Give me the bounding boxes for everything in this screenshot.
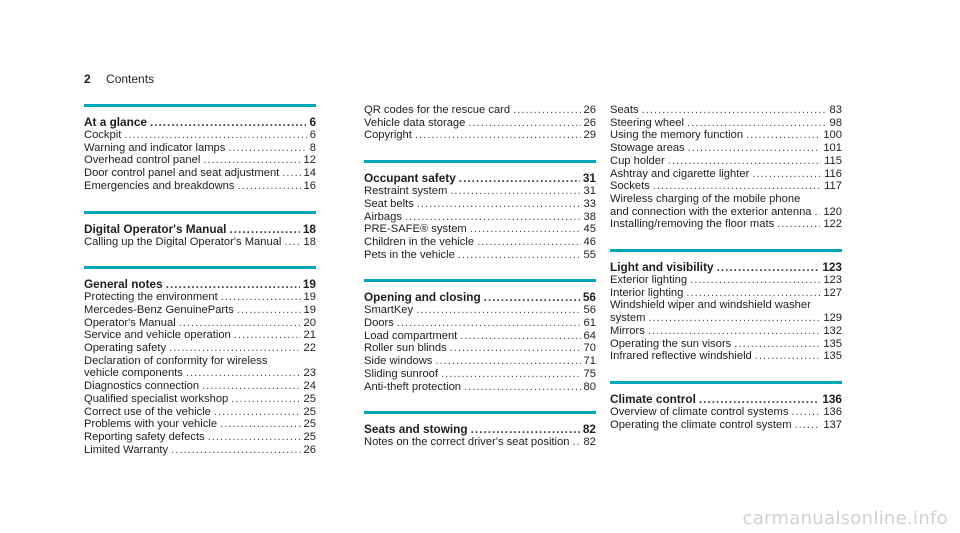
toc-entry-link[interactable] xyxy=(84,367,316,380)
toc-entry-link[interactable] xyxy=(610,312,842,325)
toc-entry-link[interactable] xyxy=(610,338,842,351)
toc-section xyxy=(84,104,316,193)
entry-text: Using the memory function xyxy=(610,129,744,142)
entry-page: 45 xyxy=(583,223,596,236)
toc-section xyxy=(364,160,596,261)
entry-page: 25 xyxy=(303,430,316,443)
toc-entry-link[interactable] xyxy=(610,419,842,432)
section-title-link[interactable] xyxy=(364,423,596,436)
toc-section xyxy=(610,249,842,363)
toc-section xyxy=(610,104,842,231)
entry-page: 135 xyxy=(823,350,842,363)
section-title: At a glance xyxy=(84,115,147,129)
toc-entry-link[interactable] xyxy=(610,325,842,338)
entry-text: Emergencies and breakdowns xyxy=(84,179,235,192)
section-divider xyxy=(364,411,596,414)
entry-text: Steering wheel xyxy=(610,116,685,129)
leader-dots xyxy=(471,423,580,436)
toc-entry-link[interactable] xyxy=(610,406,842,419)
toc-entry-link[interactable] xyxy=(610,155,842,168)
entry-text: PRE-SAFE® system xyxy=(364,223,467,236)
leader-dots xyxy=(171,444,300,457)
section-page: 6 xyxy=(309,115,316,129)
section-title: Occupant safety xyxy=(364,171,456,186)
entry-text: Side windows xyxy=(364,355,433,368)
entry-text: Door control panel and seat adjustment xyxy=(84,167,280,180)
leader-dots xyxy=(208,431,301,444)
entry-page: 70 xyxy=(583,342,596,355)
toc-entry-link[interactable] xyxy=(364,304,596,317)
entry-text: Operating the sun visors xyxy=(610,337,732,350)
entry-page: 98 xyxy=(829,116,842,129)
entry-page: 122 xyxy=(823,218,842,231)
entry-text: Stowage areas xyxy=(610,142,685,155)
toc-column-1 xyxy=(84,104,316,474)
entry-text: Limited Warranty xyxy=(84,443,169,456)
section-page: 31 xyxy=(582,171,596,186)
entry-page: 56 xyxy=(583,304,596,317)
toc-entry-link[interactable] xyxy=(364,317,596,330)
entry-text: Cockpit xyxy=(84,129,122,141)
leader-dots xyxy=(282,167,300,180)
leader-dots xyxy=(214,406,301,419)
leader-dots xyxy=(734,338,820,351)
section-title: Seats and stowing xyxy=(364,422,468,437)
leader-dots xyxy=(572,436,580,449)
entry-page: 132 xyxy=(823,324,842,337)
entry-page: 117 xyxy=(824,180,842,193)
toc-entry-link[interactable] xyxy=(364,211,596,224)
entry-text: Operator's Manual xyxy=(84,316,176,329)
toc-entry-link[interactable] xyxy=(364,104,596,117)
toc-entry-link[interactable] xyxy=(84,380,316,393)
entry-page: 26 xyxy=(583,104,596,116)
entry-page: 100 xyxy=(823,129,842,142)
section-title: Light and visibility xyxy=(610,260,714,275)
leader-dots xyxy=(648,325,821,338)
toc-entry-link[interactable] xyxy=(364,129,596,142)
toc-entry-link[interactable] xyxy=(84,329,316,342)
entry-page: 46 xyxy=(583,235,596,248)
section-divider xyxy=(610,249,842,252)
toc-section xyxy=(610,381,842,431)
entry-page: 18 xyxy=(303,235,316,248)
entry-page: 75 xyxy=(583,367,596,380)
leader-dots xyxy=(755,350,821,363)
toc-entry-link[interactable] xyxy=(364,117,596,130)
toc-entry-link[interactable] xyxy=(84,355,316,368)
toc-entry-link[interactable] xyxy=(364,249,596,262)
entry-page: 23 xyxy=(303,367,316,380)
toc-entry-link[interactable] xyxy=(364,198,596,211)
page-number: 2 xyxy=(84,72,91,86)
entry-page: 116 xyxy=(824,167,842,180)
leader-dots xyxy=(642,104,827,117)
leader-dots xyxy=(468,117,580,130)
section-title-link[interactable] xyxy=(610,261,842,274)
toc-section xyxy=(364,279,596,393)
leader-dots xyxy=(169,342,300,355)
leader-dots xyxy=(699,393,819,406)
leader-dots xyxy=(397,317,581,330)
leader-dots xyxy=(795,419,821,432)
entry-text: Declaration of conformity for wireless xyxy=(84,354,268,367)
leader-dots xyxy=(124,129,306,142)
section-title: Digital Operator's Manual xyxy=(84,221,227,236)
entry-text: Pets in the vehicle xyxy=(364,248,455,261)
leader-dots xyxy=(717,261,820,274)
section-title-link[interactable] xyxy=(84,223,316,236)
toc-entry-link[interactable] xyxy=(610,206,842,219)
leader-dots xyxy=(228,142,306,155)
entry-text: Installing/removing the floor mats xyxy=(610,218,775,231)
section-title-link[interactable] xyxy=(610,393,842,406)
entry-page: 64 xyxy=(583,329,596,342)
entry-text: Sockets xyxy=(610,180,650,193)
leader-dots xyxy=(458,249,581,262)
entry-text: Reporting safety defects xyxy=(84,430,205,443)
toc-section xyxy=(84,266,316,456)
section-title-link[interactable] xyxy=(364,291,596,304)
leader-dots xyxy=(470,223,581,236)
leader-dots xyxy=(653,180,821,193)
entry-page: 25 xyxy=(303,392,316,405)
toc-entry-link[interactable] xyxy=(364,223,596,236)
toc-entry-link[interactable] xyxy=(610,142,842,155)
entry-text: Service and vehicle operation xyxy=(84,329,231,342)
entry-text: Notes on the correct driver's seat position xyxy=(364,436,570,449)
entry-page: 12 xyxy=(303,154,316,167)
toc-section xyxy=(364,411,596,449)
entry-page: 83 xyxy=(829,104,842,116)
section-divider xyxy=(364,279,596,282)
entry-page: 61 xyxy=(583,317,596,330)
entry-page: 129 xyxy=(823,312,842,325)
section-title: Opening and closing xyxy=(364,290,481,305)
entry-page: 19 xyxy=(303,303,316,316)
entry-page: 26 xyxy=(583,116,596,129)
leader-dots xyxy=(234,329,301,342)
entry-text: Cup holder xyxy=(610,154,665,167)
entry-page: 14 xyxy=(303,167,316,180)
toc-entry-link[interactable] xyxy=(364,236,596,249)
entry-text: Problems with your vehicle xyxy=(84,418,218,431)
entry-text: QR codes for the rescue card xyxy=(364,104,511,116)
leader-dots xyxy=(179,317,301,330)
section-divider xyxy=(84,266,316,269)
entry-page: 136 xyxy=(823,405,842,418)
section-page: 18 xyxy=(302,221,316,236)
toc-entry-link[interactable] xyxy=(84,406,316,419)
entry-text: Calling up the Digital Operator's Manual xyxy=(84,235,282,248)
entry-page: 29 xyxy=(583,129,596,142)
leader-dots xyxy=(221,291,301,304)
entry-page: 71 xyxy=(583,355,596,368)
section-page: 123 xyxy=(822,260,842,275)
entry-text: Warning and indicator lamps xyxy=(84,141,226,154)
toc-entry-link[interactable] xyxy=(610,104,842,117)
leader-dots xyxy=(202,380,300,393)
toc-entry-link[interactable] xyxy=(84,418,316,431)
entry-page: 25 xyxy=(303,418,316,431)
entry-page: 127 xyxy=(823,286,842,299)
section-title-link[interactable] xyxy=(84,278,316,291)
section-title-link[interactable] xyxy=(84,116,316,129)
entry-text: Operating the climate control system xyxy=(610,418,792,431)
entry-text: Infrared reflective windshield xyxy=(610,350,752,363)
entry-page: 38 xyxy=(583,210,596,223)
section-divider xyxy=(84,211,316,214)
entry-text: Overhead control panel xyxy=(84,154,201,167)
leader-dots xyxy=(513,104,580,117)
entry-text: Qualified specialist workshop xyxy=(84,392,229,405)
toc-entry-link[interactable] xyxy=(364,381,596,394)
leader-dots xyxy=(746,129,820,142)
entry-text: Correct use of the vehicle xyxy=(84,405,211,418)
entry-text: vehicle components xyxy=(84,367,183,380)
leader-dots xyxy=(777,218,820,231)
entry-text: Children in the vehicle xyxy=(364,235,475,248)
toc-entry-link[interactable] xyxy=(84,129,316,142)
leader-dots xyxy=(450,342,581,355)
entry-text: Interior lighting xyxy=(610,286,684,299)
leader-dots xyxy=(416,304,580,317)
section-title-link[interactable] xyxy=(364,172,596,185)
leader-dots xyxy=(417,198,581,211)
toc-entry-link[interactable] xyxy=(364,330,596,343)
entry-text: Mirrors xyxy=(610,324,645,337)
toc-entry-link[interactable] xyxy=(364,368,596,381)
entry-page: 22 xyxy=(303,342,316,355)
entry-text: Copyright xyxy=(364,129,412,142)
entry-text: Operating safety xyxy=(84,342,167,355)
section-page: 19 xyxy=(302,277,316,292)
toc-entry-link[interactable] xyxy=(84,291,316,304)
leader-dots xyxy=(186,367,301,380)
page-title: Contents xyxy=(106,72,155,86)
entry-text: Sliding sunroof xyxy=(364,367,439,380)
entry-page: 26 xyxy=(303,443,316,456)
toc-entry-link[interactable] xyxy=(84,444,316,457)
entry-page: 80 xyxy=(583,380,596,393)
toc-column-2 xyxy=(364,104,596,467)
toc-entry-link[interactable] xyxy=(610,287,842,300)
entry-text: Seats xyxy=(610,104,639,116)
leader-dots xyxy=(460,330,580,343)
toc-entry-link[interactable] xyxy=(610,350,842,363)
section-divider xyxy=(610,381,842,384)
toc-entry-link[interactable] xyxy=(364,342,596,355)
entry-page: 115 xyxy=(824,154,842,167)
entry-page: 123 xyxy=(823,274,842,287)
toc-entry-link[interactable] xyxy=(610,274,842,287)
entry-page: 19 xyxy=(303,291,316,304)
section-title: General notes xyxy=(84,277,163,292)
leader-dots xyxy=(415,129,581,142)
entry-text: system xyxy=(610,312,646,325)
leader-dots xyxy=(484,291,580,304)
leader-dots xyxy=(203,154,300,167)
toc-entry-link[interactable] xyxy=(610,117,842,130)
toc-entry-link[interactable] xyxy=(84,431,316,444)
toc-entry-link[interactable] xyxy=(84,342,316,355)
leader-dots xyxy=(686,287,820,300)
toc-column-3 xyxy=(610,104,842,449)
entry-text: Overview of climate control systems xyxy=(610,405,789,418)
section-page: 82 xyxy=(582,422,596,437)
section-divider xyxy=(84,104,316,107)
leader-dots xyxy=(668,155,821,168)
watermark: carmanualsonline.info xyxy=(742,508,948,529)
entry-text: Ashtray and cigarette lighter xyxy=(610,167,750,180)
section-divider xyxy=(364,160,596,163)
leader-dots xyxy=(687,117,827,130)
entry-page: 101 xyxy=(823,142,842,155)
leader-dots xyxy=(450,185,580,198)
entry-page: 120 xyxy=(823,205,842,218)
entry-text: Vehicle data storage xyxy=(364,116,466,129)
leader-dots xyxy=(441,368,581,381)
leader-dots xyxy=(688,142,821,155)
toc-entry-link[interactable] xyxy=(610,218,842,231)
section-title: Climate control xyxy=(610,391,696,406)
entry-page: 20 xyxy=(303,316,316,329)
page-header xyxy=(84,72,154,86)
entry-page: 6 xyxy=(309,129,316,141)
toc-entry-link[interactable] xyxy=(84,154,316,167)
entry-text: Roller sun blinds xyxy=(364,342,447,355)
entry-page: 33 xyxy=(583,197,596,210)
toc-entry-link[interactable] xyxy=(364,185,596,198)
leader-dots xyxy=(150,116,307,129)
toc-entry-link[interactable] xyxy=(84,393,316,406)
entry-page: 21 xyxy=(303,329,316,342)
section-page: 136 xyxy=(822,391,842,406)
toc-entry-link[interactable] xyxy=(84,180,316,193)
toc-entry-link[interactable] xyxy=(84,142,316,155)
leader-dots xyxy=(166,278,300,291)
entry-text: Anti-theft protection xyxy=(364,380,462,393)
leader-dots xyxy=(791,406,820,419)
leader-dots xyxy=(237,304,301,317)
entry-page: 24 xyxy=(303,380,316,393)
leader-dots xyxy=(459,172,580,185)
toc-entry-link[interactable] xyxy=(610,129,842,142)
leader-dots xyxy=(435,355,580,368)
entry-page: 82 xyxy=(583,436,596,449)
leader-dots xyxy=(690,274,820,287)
leader-dots xyxy=(648,312,820,325)
entry-text: Mercedes-Benz GenuineParts xyxy=(84,303,234,316)
toc-entry-link[interactable] xyxy=(84,317,316,330)
entry-page: 137 xyxy=(823,418,842,431)
entry-text: Protecting the environment xyxy=(84,291,218,304)
leader-dots xyxy=(815,206,821,219)
leader-dots xyxy=(220,418,300,431)
toc-section xyxy=(364,104,596,142)
leader-dots xyxy=(464,381,581,394)
toc-entry-link[interactable] xyxy=(84,304,316,317)
toc-section xyxy=(84,211,316,249)
leader-dots xyxy=(477,236,580,249)
entry-text: Load compartment xyxy=(364,329,458,342)
toc-entry-link[interactable] xyxy=(364,355,596,368)
entry-page: 16 xyxy=(303,179,316,192)
entry-text: Airbags xyxy=(364,210,402,223)
entry-text: Seat belts xyxy=(364,197,414,210)
entry-page: 135 xyxy=(823,337,842,350)
toc-entry-link[interactable] xyxy=(610,168,842,181)
section-page: 56 xyxy=(582,290,596,305)
entry-page: 8 xyxy=(309,141,316,154)
toc-entry-link[interactable] xyxy=(84,236,316,249)
leader-dots xyxy=(752,168,821,181)
entry-page: 55 xyxy=(583,248,596,261)
leader-dots xyxy=(405,211,581,224)
toc-entry-link[interactable] xyxy=(364,436,596,449)
toc-entry-link[interactable] xyxy=(84,167,316,180)
leader-dots xyxy=(231,393,300,406)
entry-text: Diagnostics connection xyxy=(84,380,200,393)
toc-entry-link[interactable] xyxy=(610,299,842,312)
leader-dots xyxy=(229,223,299,236)
toc-entry-link[interactable] xyxy=(610,180,842,193)
toc-entry-link[interactable] xyxy=(610,193,842,206)
entry-text: and connection with the exterior antenna xyxy=(610,205,812,218)
entry-text: Exterior lighting xyxy=(610,274,688,287)
entry-text: Doors xyxy=(364,317,394,330)
entry-text: Windshield wiper and windshield washer xyxy=(610,299,811,312)
entry-page: 25 xyxy=(303,405,316,418)
leader-dots xyxy=(284,236,300,249)
entry-page: 31 xyxy=(583,185,596,198)
entry-text: SmartKey xyxy=(364,304,414,317)
entry-text: Restraint system xyxy=(364,185,448,198)
entry-text: Wireless charging of the mobile phone xyxy=(610,192,801,205)
leader-dots xyxy=(238,180,301,193)
